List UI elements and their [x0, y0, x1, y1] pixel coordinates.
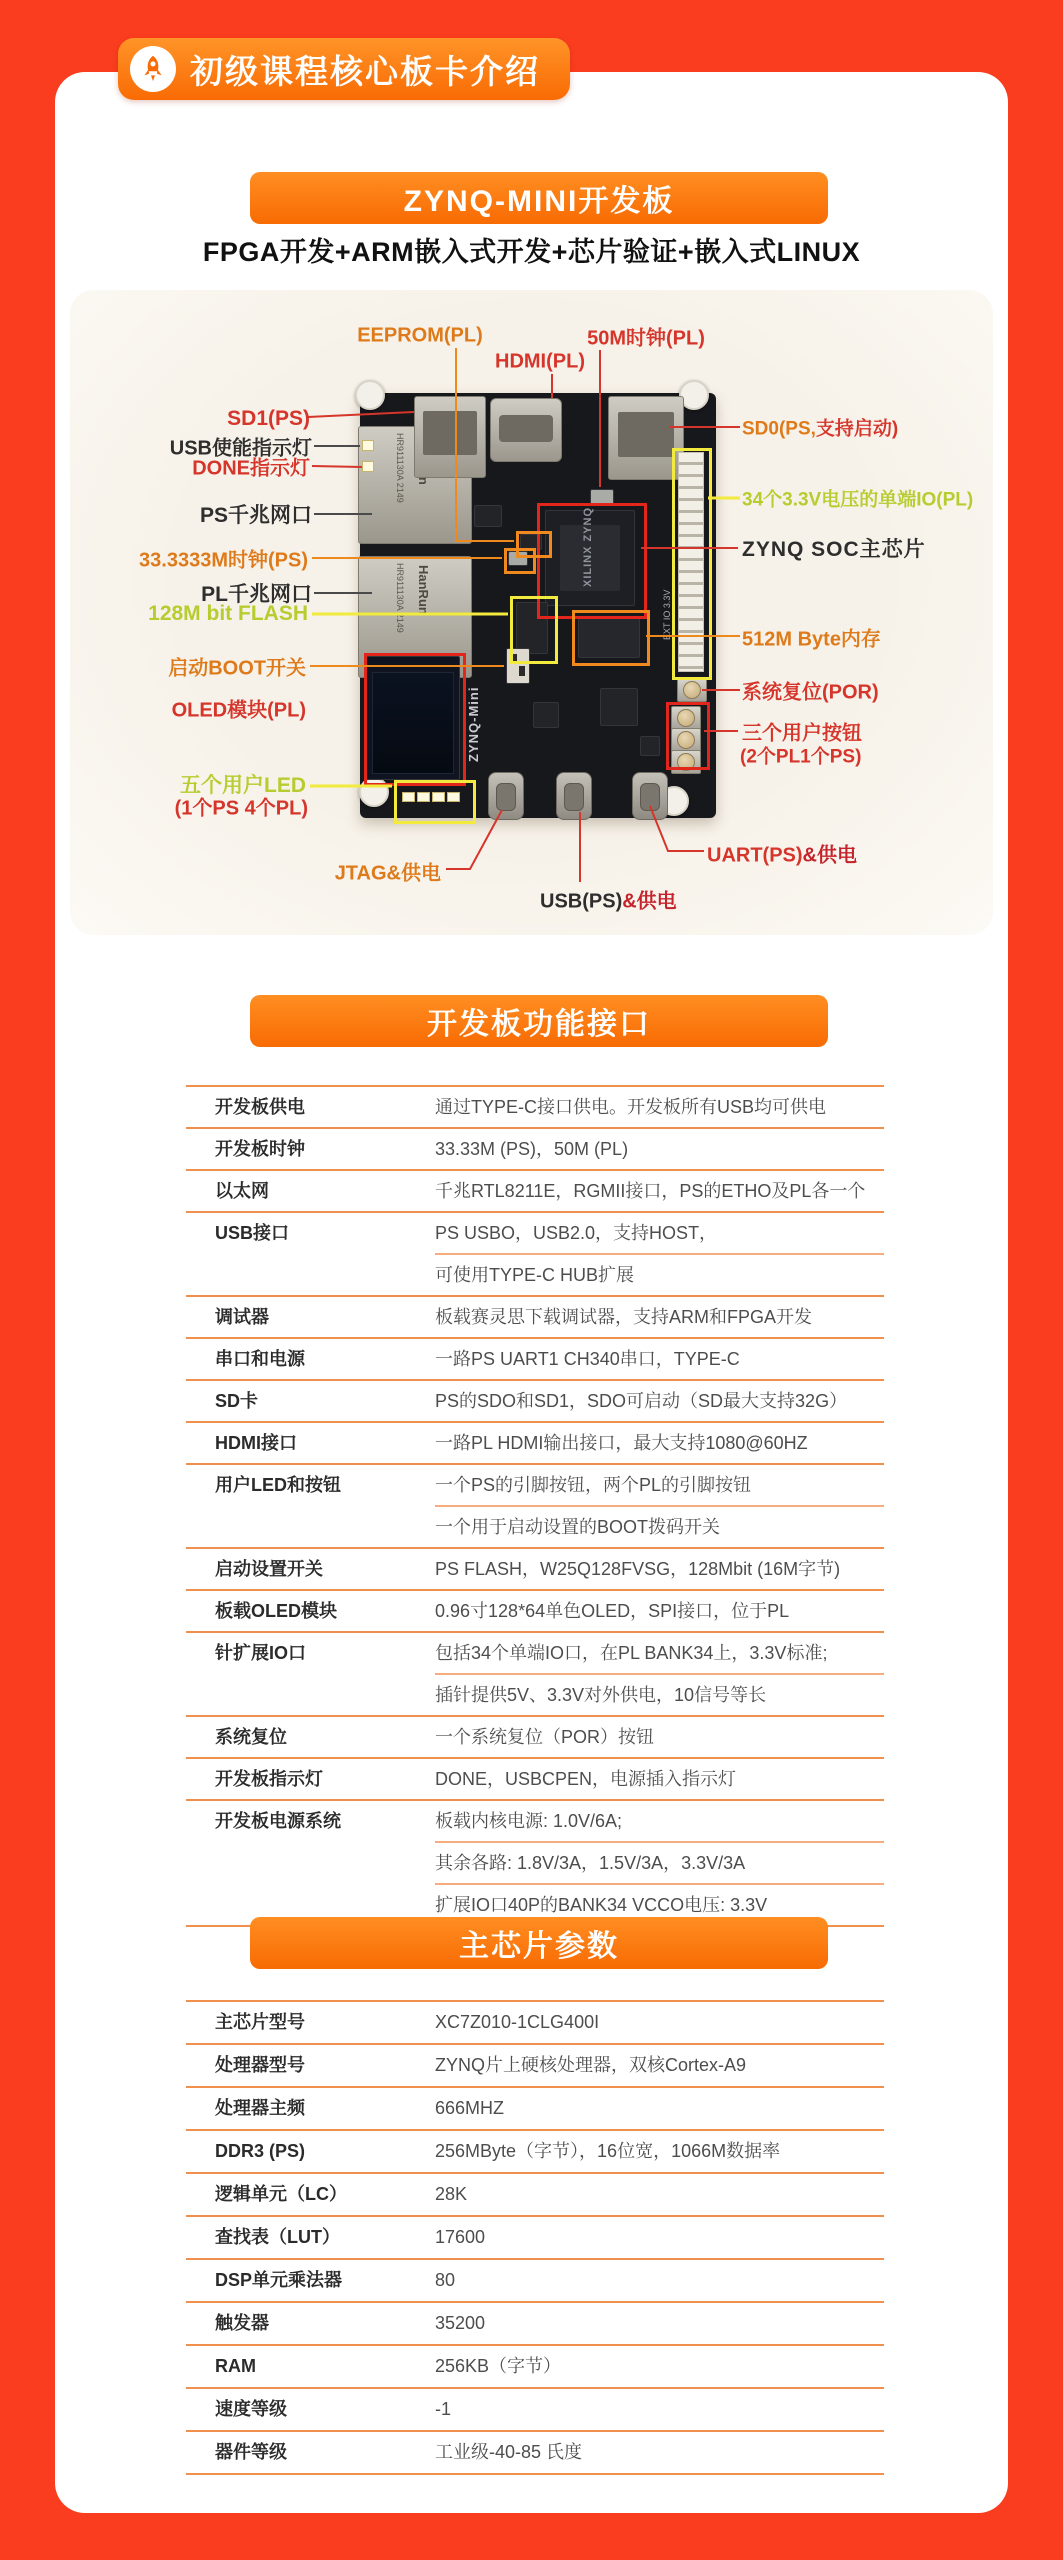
label-oled: OLED模块(PL) [171, 699, 306, 722]
spec-value-line: 工业级-40-85 氏度 [435, 2442, 583, 2462]
banner-board-label: ZYNQ-MINI开发板 [403, 185, 675, 218]
label-pl-ethernet: PL千兆网口 [201, 583, 312, 606]
usb-enable-led [362, 440, 374, 451]
spec-value-line: 一个系统复位（POR）按钮 [435, 1727, 655, 1747]
expansion-pin-header [678, 452, 704, 672]
label-clk33: 33.3333M时钟(PS) [139, 549, 308, 572]
usbc-usb-ps [556, 772, 592, 820]
user-button-cap [677, 731, 695, 749]
board-subtitle: FPGA开发+ARM嵌入式开发+芯片验证+嵌入式LINUX [202, 237, 861, 267]
spec-value-line: ZYNQ片上硬核处理器，双核Cortex-A9 [435, 2055, 747, 2075]
spec-row [186, 1087, 884, 1129]
banner-interfaces [250, 995, 828, 1047]
spec-row [186, 1339, 884, 1381]
user-led [447, 792, 460, 802]
oled-screen [372, 672, 454, 774]
spec-label: 处理器型号 [215, 2055, 305, 2075]
spec-value [435, 2346, 884, 2387]
spec-value-line: -1 [435, 2399, 452, 2419]
spec-label: RAM [215, 2356, 256, 2376]
label-flash: 128M bit FLASH [148, 602, 308, 625]
spec-value-line: 17600 [435, 2227, 486, 2247]
spec-label: USB接口 [215, 1223, 290, 1243]
spec-label: DDR3 (PS) [215, 2141, 306, 2161]
zynq-chip [545, 506, 635, 606]
spec-value-line: 包括34个单端IO口，在PL BANK34上，3.3V标准; [435, 1643, 828, 1663]
spec-value [435, 1339, 884, 1379]
label-por: 系统复位(POR) [742, 681, 879, 704]
aux-chip [533, 702, 559, 728]
rj45-part-text: HR911130A 2149 [395, 433, 405, 503]
label-user-leds-detail: (1个PS 4个PL) [174, 797, 308, 820]
spec-row [186, 1633, 884, 1717]
spec-row [186, 2303, 884, 2346]
user-button-cap [677, 753, 695, 771]
spec-value-line: 33.33M (PS)，50M (PL) [435, 1139, 629, 1159]
label-boot-switch: 启动BOOT开关 [168, 657, 306, 680]
rj45-part-text: HR911130A 2149 [395, 563, 405, 633]
spec-row [186, 1549, 884, 1591]
spec-row [186, 2088, 884, 2131]
spec-row [186, 1801, 884, 1927]
aux-chip [474, 505, 502, 527]
por-button-cap [683, 681, 701, 699]
spec-value [435, 1087, 884, 1127]
spec-value-line: 0.96寸128*64单色OLED，SPI接口，位于PL [435, 1601, 790, 1621]
spec-value-line: 666MHZ [435, 2098, 505, 2118]
label-eeprom: EEPROM(PL) [357, 324, 483, 347]
spec-row [186, 1465, 884, 1549]
sd0-slot [608, 396, 684, 480]
spec-value-line: XC7Z010-1CLG400I [435, 2012, 600, 2032]
banner-board [250, 172, 828, 224]
spec-label: 针扩展IO口 [215, 1643, 307, 1663]
spec-label: 开发板供电 [215, 1097, 305, 1117]
usbc-jtag [488, 772, 524, 820]
spec-row [186, 1129, 884, 1171]
spec-row [186, 1171, 884, 1213]
label-io34: 34个3.3V电压的单端IO(PL) [742, 489, 974, 511]
crystal-50m [590, 489, 614, 505]
label-user-leds: 五个用户LED [180, 774, 306, 797]
rj45-brand-text: HanRun [416, 565, 431, 615]
spec-value-line: 一路PL HDMI输出接口，最大支持1080@60HZ [435, 1433, 808, 1453]
interface-table [186, 1085, 884, 1927]
spec-value-line: DONE，USBCPEN，电源插入指示灯 [435, 1769, 737, 1789]
spec-value [435, 2045, 884, 2086]
spec-label: SD卡 [215, 1391, 259, 1411]
spec-value-line: 插针提供5V、3.3V对外供电，10信号等长 [435, 1673, 884, 1715]
spec-value [435, 1801, 884, 1925]
flash-chip [516, 602, 548, 654]
spec-label: 开发板指示灯 [215, 1769, 323, 1789]
spec-label: HDMI接口 [215, 1433, 297, 1453]
spec-value-line: 256MByte（字节），16位宽，1066M数据率 [435, 2141, 781, 2161]
zynq-silk-text: XILINX ZYNQ [582, 506, 594, 587]
label-uart-power: &供电 [802, 844, 857, 867]
spec-label: 处理器主频 [215, 2098, 305, 2118]
chip-table [186, 2000, 884, 2475]
hdmi-connector [490, 398, 562, 462]
spec-row [186, 1591, 884, 1633]
spec-row [186, 1717, 884, 1759]
board-name-silk: ZYNQ-Mini [466, 686, 481, 762]
spec-row [186, 2346, 884, 2389]
spec-value [435, 2389, 884, 2430]
spec-value [435, 1297, 884, 1337]
spec-value [435, 2002, 884, 2043]
spec-value-line: 28K [435, 2184, 468, 2204]
spec-row [186, 2002, 884, 2045]
standoff [355, 380, 385, 410]
label-uart-main: UART(PS) [707, 844, 803, 867]
page-title: 初级课程核心板卡介绍 [190, 52, 540, 90]
spec-value [435, 2088, 884, 2129]
spec-value [435, 1381, 884, 1421]
spec-value-line: PS FLASH，W25Q128FVSG，128Mbit (16M字节) [435, 1559, 841, 1579]
spec-label: 器件等级 [215, 2442, 287, 2462]
spec-label: 开发板时钟 [215, 1139, 305, 1159]
ext-io-silk: EXT IO 3.3V [662, 589, 672, 640]
spec-value-line: 千兆RTL8211E，RGMII接口，PS的ETHO及PL各一个 [435, 1181, 866, 1201]
spec-value [435, 1633, 884, 1715]
label-usb-ps [540, 885, 677, 914]
spec-row [186, 2217, 884, 2260]
spec-row [186, 1297, 884, 1339]
spec-value [435, 2217, 884, 2258]
spec-value [435, 1129, 884, 1169]
spec-value [435, 2131, 884, 2172]
spec-value-line: 80 [435, 2270, 456, 2290]
spec-value-line: 板载赛灵思下载调试器，支持ARM和FPGA开发 [435, 1307, 813, 1327]
spec-value-line: 其余各路: 1.8V/3A，1.5V/3A，3.3V/3A [435, 1841, 884, 1883]
label-ddr: 512M Byte内存 [742, 628, 881, 651]
spec-row [186, 1213, 884, 1297]
done-led [362, 461, 374, 472]
spec-label: 调试器 [215, 1307, 269, 1327]
label-usb-enable-led: USB使能指示灯 [169, 437, 312, 460]
spec-value [435, 1591, 884, 1631]
boot-switch [506, 648, 530, 684]
label-jtag: JTAG&供电 [334, 862, 441, 885]
spec-label: 以太网 [215, 1181, 269, 1201]
spec-value [435, 2174, 884, 2215]
spec-value [435, 1213, 884, 1295]
user-button-cap [677, 709, 695, 727]
label-clk50: 50M时钟(PL) [587, 327, 705, 350]
label-uart [707, 839, 857, 868]
spec-row [186, 1759, 884, 1801]
spec-row [186, 1423, 884, 1465]
user-led [417, 792, 430, 802]
standoff [359, 777, 389, 807]
user-led [402, 792, 415, 802]
spec-label: 板载OLED模块 [215, 1601, 338, 1621]
spec-value [435, 1423, 884, 1463]
spec-row [186, 2260, 884, 2303]
label-hdmi: HDMI(PL) [495, 350, 585, 373]
spec-row [186, 2174, 884, 2217]
banner-chip-params [250, 1917, 828, 1969]
pl-config-chip [600, 688, 638, 726]
spec-row [186, 2389, 884, 2432]
banner-chip-params-label: 主芯片参数 [459, 1930, 619, 1963]
aux-chip [640, 736, 660, 756]
spec-value [435, 2303, 884, 2344]
banner-interfaces-label: 开发板功能接口 [427, 1008, 651, 1041]
sd1-slot [414, 396, 486, 478]
spec-row [186, 2131, 884, 2174]
spec-label: 查找表（LUT） [215, 2227, 340, 2247]
spec-row [186, 2432, 884, 2475]
label-usb-ps-main: USB(PS) [540, 890, 623, 913]
spec-value-line: 一路PS UART1 CH340串口，TYPE-C [435, 1349, 740, 1369]
crystal-33m [508, 551, 528, 566]
spec-label: 主芯片型号 [215, 2012, 305, 2032]
spec-value-line: 一个PS的引脚按钮，两个PL的引脚按钮 [435, 1475, 752, 1495]
spec-value [435, 2432, 884, 2473]
usbc-uart [632, 772, 668, 820]
ddr3-chip [578, 616, 640, 658]
label-sd0-main: SD0(PS, [742, 418, 816, 440]
spec-label: 速度等级 [215, 2399, 287, 2419]
spec-value-line: 35200 [435, 2313, 486, 2333]
spec-label: 触发器 [215, 2313, 269, 2333]
label-ps-ethernet: PS千兆网口 [199, 504, 312, 527]
spec-value [435, 1171, 884, 1211]
spec-value-line: 可使用TYPE-C HUB扩展 [435, 1253, 884, 1295]
spec-value-line: 256KB（字节） [435, 2356, 562, 2376]
spec-label: 开发板电源系统 [215, 1811, 341, 1831]
spec-value-line: PS的SDO和SD1，SDO可启动（SD最大支持32G） [435, 1391, 848, 1411]
spec-label: DSP单元乘法器 [215, 2270, 343, 2290]
label-usb-ps-power: &供电 [622, 890, 677, 913]
spec-row [186, 2045, 884, 2088]
spec-label: 用户LED和按钮 [215, 1475, 341, 1495]
label-sd0 [742, 414, 898, 441]
spec-value-line: PS USBO，USB2.0，支持HOST， [435, 1223, 718, 1243]
spec-label: 系统复位 [215, 1727, 287, 1747]
spec-value [435, 1549, 884, 1589]
eeprom-chip [520, 534, 542, 550]
label-done-led: DONE指示灯 [192, 457, 310, 480]
spec-label: 逻辑单元（LC） [215, 2184, 347, 2204]
spec-value [435, 2260, 884, 2301]
spec-value-line: 板载内核电源: 1.0V/6A; [435, 1811, 623, 1831]
spec-label: 串口和电源 [215, 1349, 305, 1369]
label-buttons: 三个用户按钮 [742, 722, 862, 745]
label-zynq-soc: ZYNQ SOC主芯片 [742, 538, 926, 561]
spec-value [435, 1759, 884, 1799]
spec-label: 启动设置开关 [215, 1559, 323, 1579]
label-buttons-detail: (2个PL1个PS) [740, 746, 862, 768]
spec-value-line: 扩展IO口40P的BANK34 VCCO电压: 3.3V [435, 1883, 884, 1925]
header-badge [118, 38, 570, 100]
rocket-icon [130, 46, 176, 92]
label-sd1: SD1(PS) [227, 407, 310, 430]
spec-value-line: 一个用于启动设置的BOOT拨码开关 [435, 1505, 884, 1547]
spec-value-line: 通过TYPE-C接口供电。开发板所有USB均可供电 [435, 1097, 827, 1117]
spec-value [435, 1465, 884, 1547]
label-sd0-boot: 支持启动) [815, 418, 899, 440]
spec-row [186, 1381, 884, 1423]
user-led [432, 792, 445, 802]
spec-value [435, 1717, 884, 1757]
